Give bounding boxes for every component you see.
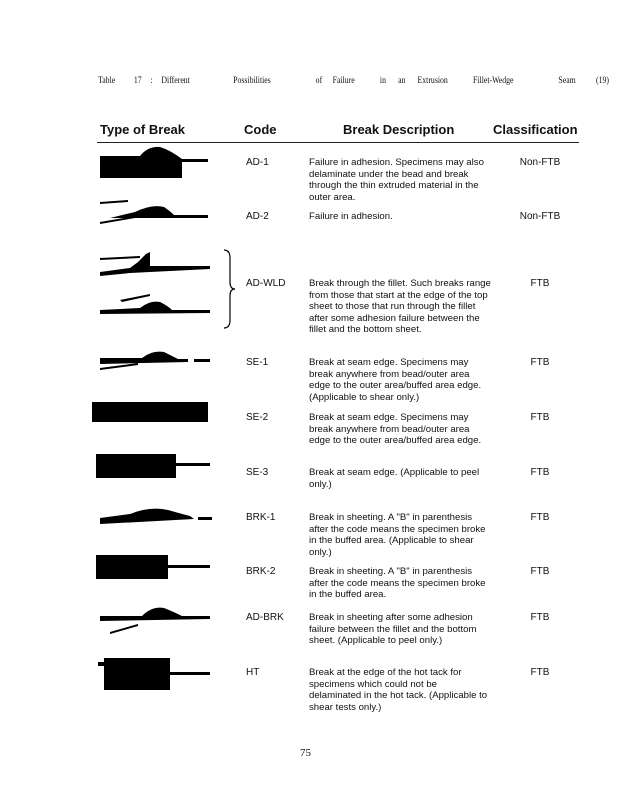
row-classification: Non-FTB [519, 157, 561, 168]
row-code: BRK-2 [246, 566, 276, 577]
row-description: Break at the edge of the hot tack for specimens which could not be delaminated in the hot tack. (Applicable to shear tests only.) [309, 667, 488, 713]
break-diagram-ad-brk [90, 604, 215, 634]
row-classification: FTB [530, 512, 550, 523]
row-classification: FTB [530, 612, 550, 623]
break-diagram-ad-2 [90, 194, 215, 224]
break-diagram-ad-1 [90, 144, 215, 180]
caption-colon: : [150, 76, 153, 86]
break-diagram-ad-wld-b [90, 290, 215, 324]
row-description: Break in sheeting. A "B" in parenthesis after the code means the specimen broke in the buffed area. [309, 566, 486, 601]
row-code: AD-2 [246, 211, 269, 222]
break-diagram-se-2 [90, 400, 215, 424]
row-classification: FTB [530, 467, 550, 478]
row-description: Failure in adhesion. Specimens may also delaminate under the bead and break through the thin extruded material in the outer area. [309, 157, 484, 203]
row-classification: FTB [530, 667, 550, 678]
row-description: Break at seam edge. Specimens may break anywhere from bead/outer area edge to the outer area/buffed area edge. [309, 412, 482, 447]
row-code: AD-1 [246, 157, 269, 168]
caption-table-word: Table [98, 76, 116, 86]
caption-word: an [398, 76, 406, 86]
caption-word: Seam [558, 76, 576, 86]
row-description: Break in sheeting after some adhesion failure between the fillet and the bottom sheet. (Applicable to peel only.) [309, 612, 477, 647]
row-classification: Non-FTB [519, 211, 561, 222]
row-description: Break in sheeting. A "B" in parenthesis after the code means the specimen broke in the buffed area. (Applicable to shear only.) [309, 512, 486, 558]
row-group-brace [222, 248, 236, 330]
caption-word: (19) [596, 76, 610, 86]
table-caption [98, 76, 609, 86]
header-code: Code [244, 122, 277, 137]
page-number: 75 [300, 747, 311, 759]
header-classification: Classification [493, 122, 578, 137]
row-description: Break at seam edge. Specimens may break anywhere from bead/outer area edge to the outer area/buffed area edge. (Applicable to shear only.) [309, 357, 482, 403]
row-code: HT [246, 667, 260, 678]
break-diagram-ht [90, 654, 215, 694]
row-code: SE-2 [246, 412, 269, 423]
header-rule [97, 142, 579, 143]
row-description: Failure in adhesion. [309, 211, 393, 222]
header-break-description: Break Description [343, 122, 455, 137]
row-description: Break through the fillet. Such breaks range from those that start at the edge of the top sheet to those that run through the fillet after some adhesion failure between the fillet and the bottom sheet. [309, 278, 491, 336]
row-classification: FTB [530, 412, 550, 423]
break-diagram-se-3 [90, 452, 215, 480]
break-diagram-ad-wld-a [90, 246, 215, 280]
row-code: AD-WLD [246, 278, 286, 289]
caption-word: of [315, 76, 323, 86]
row-classification: FTB [530, 278, 550, 289]
break-diagram-brk-1 [90, 502, 215, 530]
caption-number: 17 [133, 76, 142, 86]
row-code: SE-3 [246, 467, 269, 478]
row-classification: FTB [530, 566, 550, 577]
break-diagram-se-1 [90, 346, 215, 372]
row-code: BRK-1 [246, 512, 276, 523]
caption-word: Extrusion [417, 76, 448, 86]
row-code: SE-1 [246, 357, 269, 368]
header-type-of-break: Type of Break [100, 122, 186, 137]
caption-word: Different [161, 76, 190, 86]
row-code: AD-BRK [246, 612, 284, 623]
caption-word: in [379, 76, 386, 86]
row-description: Break at seam edge. (Applicable to peel only.) [309, 467, 480, 490]
caption-word: Possibilities [233, 76, 271, 86]
break-diagram-brk-2 [90, 553, 215, 581]
caption-word: Failure [332, 76, 355, 86]
row-classification: FTB [530, 357, 550, 368]
caption-word: Fillet-Wedge [473, 76, 514, 86]
